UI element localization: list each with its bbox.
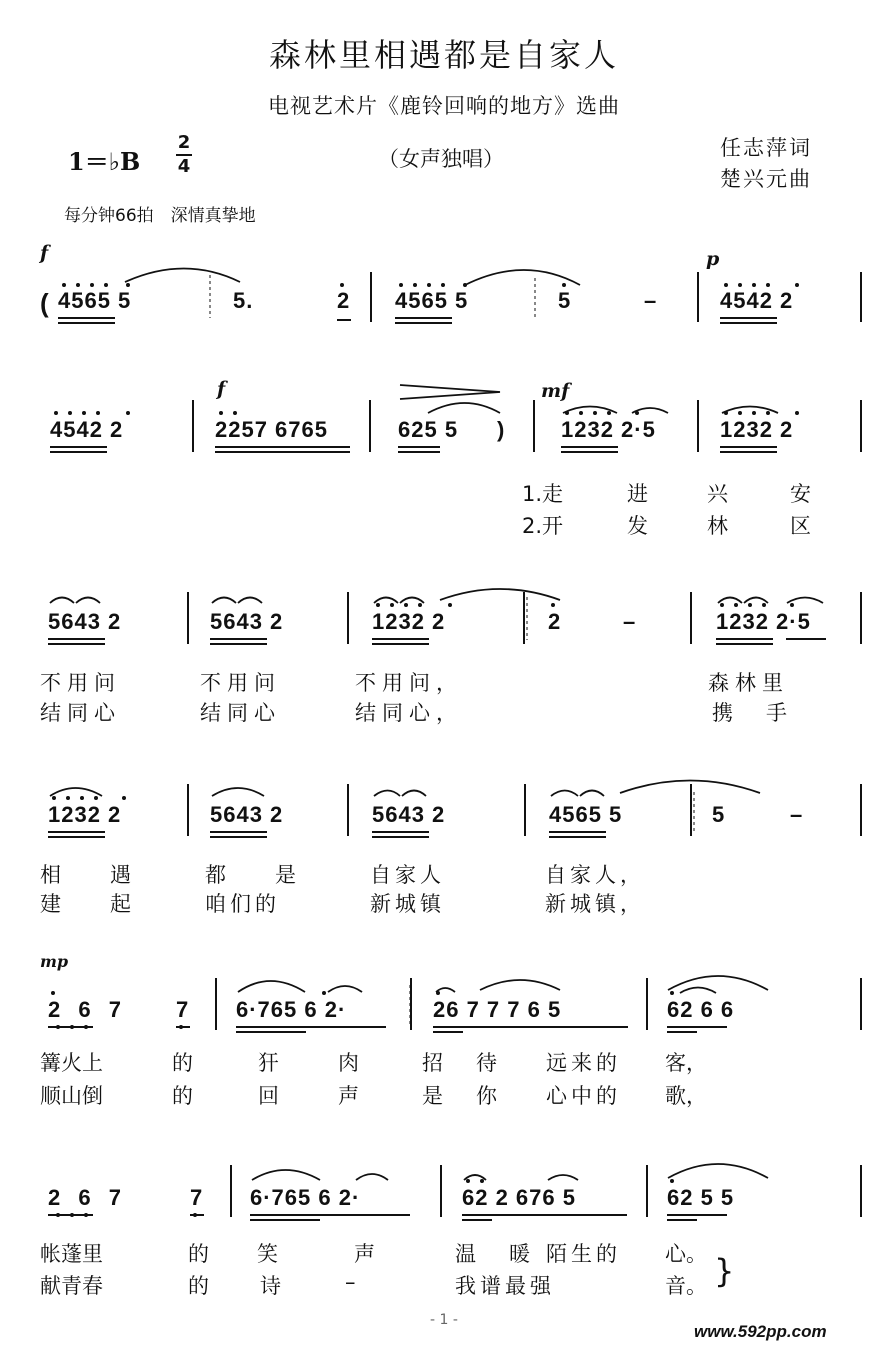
site-watermark: www.592pp.com <box>694 1322 827 1341</box>
note-group: 4542 2 <box>720 288 794 313</box>
lyric-verse1: 不用问， <box>355 671 463 695</box>
lyric-verse2: 声 <box>338 1084 359 1108</box>
lyric-verse2: 新城镇， <box>545 892 645 916</box>
lyric-verse2: 携 手 <box>712 701 793 725</box>
note-group: – <box>790 802 804 827</box>
note-group: 625 5 <box>398 417 459 442</box>
lyric-verse1: 森林里 <box>708 671 789 695</box>
dynamic-marking: mf <box>541 380 570 402</box>
slur-curve <box>551 791 578 797</box>
note-group: 1232 2·5 <box>716 609 811 634</box>
lyric-verse2: 音。 <box>665 1274 707 1298</box>
key-signature: 1＝♭B <box>68 147 141 176</box>
dynamic-marking: f <box>40 242 49 264</box>
slur-curve <box>328 986 362 992</box>
lyric-verse2: 发 <box>627 514 648 538</box>
note-group: 1232 2 <box>720 417 794 442</box>
note-group: 62 5 5 <box>667 1185 735 1210</box>
note-group: – <box>623 609 637 634</box>
slur-curve <box>580 791 604 797</box>
slur-curve <box>76 598 100 604</box>
lyric-verse2: 结同心， <box>355 701 463 725</box>
note-group: 4565 5 <box>549 802 623 827</box>
lyric-verse2: 2.开 <box>522 514 564 538</box>
composer-credit: 楚兴元曲 <box>720 167 812 191</box>
note-group: 1232 2 <box>48 802 122 827</box>
voice-type: （女声独唱） <box>378 147 504 171</box>
lyric-verse2: 歌， <box>665 1084 707 1108</box>
song-subtitle: 电视艺术片《鹿铃回响的地方》选曲 <box>268 94 620 118</box>
tie-curve <box>125 269 240 283</box>
lyric-verse2: 是 你 <box>422 1084 503 1108</box>
time-signature-bottom: 4 <box>177 156 191 177</box>
note-group: – <box>644 288 658 313</box>
slur-curve <box>50 788 102 796</box>
lyric-verse1: 自家人， <box>545 863 645 887</box>
slur-curve <box>787 598 823 604</box>
lyric-verse1: 心。 <box>665 1242 707 1266</box>
slur-curve <box>50 598 74 604</box>
tie-curve <box>668 1164 768 1178</box>
lyric-verse2: 的 <box>172 1084 193 1108</box>
lyric-verse2: 建 起 <box>40 892 145 916</box>
lyric-verse2: 回 <box>258 1084 279 1108</box>
lyric-verse2: 咱们的 <box>205 892 280 916</box>
lyric-verse2: 新城镇 <box>370 892 445 916</box>
page-number: - 1 - <box>430 1312 458 1328</box>
note-group: 4565 5 <box>58 288 132 313</box>
note-group: 2 <box>548 609 562 634</box>
tempo-marking: 每分钟66拍 深情真挚地 <box>64 206 256 226</box>
song-title: 森林里相遇都是自家人 <box>268 36 619 74</box>
lyric-verse2: 献青春 <box>40 1274 103 1298</box>
slur-curve <box>680 988 716 994</box>
note-group: 7 <box>190 1185 204 1210</box>
note-group: 5643 2 <box>210 609 284 634</box>
lyric-verse2: 区 <box>790 514 811 538</box>
note-group: 6·765 6 2· <box>250 1185 361 1210</box>
slur-curve <box>402 791 426 797</box>
lyric-verse1: 陌生的 <box>546 1242 621 1266</box>
note-group: 6·765 6 2· <box>236 997 347 1022</box>
lyric-verse1: 都 是 <box>205 863 310 887</box>
note-group: 5. <box>233 288 254 313</box>
note-group: 7 <box>176 997 190 1022</box>
lyric-verse1: 的 <box>188 1242 209 1266</box>
note-group: 4565 5 <box>395 288 469 313</box>
decrescendo-hairpin <box>400 385 500 399</box>
lyric-verse1: 的 <box>172 1051 193 1075</box>
slur-curve <box>400 598 424 604</box>
slur-curve <box>744 598 768 604</box>
lyric-verse1: 自家人 <box>370 863 445 887</box>
slur-curve <box>374 598 398 604</box>
slur-curve <box>212 788 264 796</box>
lyricist-credit: 任志萍词 <box>720 136 812 160</box>
note-group: 5 <box>712 802 726 827</box>
lyric-verse2: 我谱最强 <box>455 1274 555 1298</box>
lyric-verse2: 林 <box>707 514 728 538</box>
note-group: 5643 2 <box>210 802 284 827</box>
slur-curve <box>238 598 262 604</box>
note-group: 5643 2 <box>48 609 122 634</box>
note-group: 5 <box>558 288 572 313</box>
note-group: 2 <box>337 288 351 313</box>
verse-brace: } <box>714 1252 735 1290</box>
slur-curve <box>212 598 236 604</box>
lyric-verse1: 1.走 <box>522 482 564 506</box>
slur-curve <box>480 980 560 990</box>
lyric-verse1: 相 遇 <box>40 863 145 887</box>
note-group: 1232 2·5 <box>561 417 656 442</box>
lyric-verse1: 不用问 <box>40 671 121 695</box>
tie-curve <box>465 270 580 285</box>
lyric-verse1: 帐蓬里 <box>40 1242 103 1266</box>
lyric-verse1: 招 待 <box>422 1051 503 1075</box>
tie-curve <box>668 976 768 990</box>
note-group: 26 7 7 7 6 5 <box>433 997 562 1022</box>
tie-curve <box>620 781 760 794</box>
phrase-bracket: ) <box>497 417 506 442</box>
slur-curve <box>374 791 400 797</box>
note-group: 2 6 7 <box>48 997 127 1022</box>
slur-curve <box>428 403 500 413</box>
note-group: 62 2 676 5 <box>462 1185 576 1210</box>
lyric-verse2: 顺山倒 <box>40 1084 103 1108</box>
lyric-verse1: 笑 <box>257 1242 278 1266</box>
slur-curve <box>238 981 305 992</box>
lyric-verse2: 结同心 <box>40 701 121 725</box>
note-group: 2 6 7 <box>48 1185 127 1210</box>
note-group: 5643 2 <box>372 802 446 827</box>
phrase-bracket: ( <box>40 288 50 318</box>
lyric-verse1: 犴 <box>258 1051 279 1075</box>
lyric-verse1: 肉 <box>338 1051 359 1075</box>
dynamic-marking: mp <box>40 952 69 971</box>
lyric-verse1: 声 <box>354 1242 375 1266</box>
slur-curve <box>548 1175 578 1180</box>
lyric-verse2: – <box>345 1270 356 1294</box>
note-group: 62 6 6 <box>667 997 735 1022</box>
note-group: 4542 2 <box>50 417 124 442</box>
dynamic-marking: f <box>217 378 226 400</box>
slur-curve <box>252 1170 320 1180</box>
dynamic-marking: p <box>706 248 720 270</box>
lyric-verse1: 篝火上 <box>40 1051 103 1075</box>
lyric-verse2: 结同心 <box>200 701 281 725</box>
note-group: 2257 6765 <box>215 417 328 442</box>
lyric-verse1: 兴 <box>707 482 728 506</box>
time-signature-top: 2 <box>177 132 191 153</box>
slur-curve <box>718 598 742 604</box>
slur-curve <box>356 1174 388 1180</box>
lyric-verse1: 不用问 <box>200 671 281 695</box>
lyric-verse2: 的 <box>188 1274 209 1298</box>
tie-curve <box>440 589 560 600</box>
note-group: 1232 2 <box>372 609 446 634</box>
lyric-verse1: 温 暖 <box>455 1242 536 1266</box>
lyric-verse2: 诗 <box>260 1274 281 1298</box>
lyric-verse1: 客， <box>665 1051 707 1075</box>
lyric-verse1: 进 <box>627 482 648 506</box>
lyric-verse1: 安 <box>790 482 811 506</box>
lyric-verse1: 远来的 <box>546 1051 621 1075</box>
lyric-verse2: 心中的 <box>546 1084 621 1108</box>
